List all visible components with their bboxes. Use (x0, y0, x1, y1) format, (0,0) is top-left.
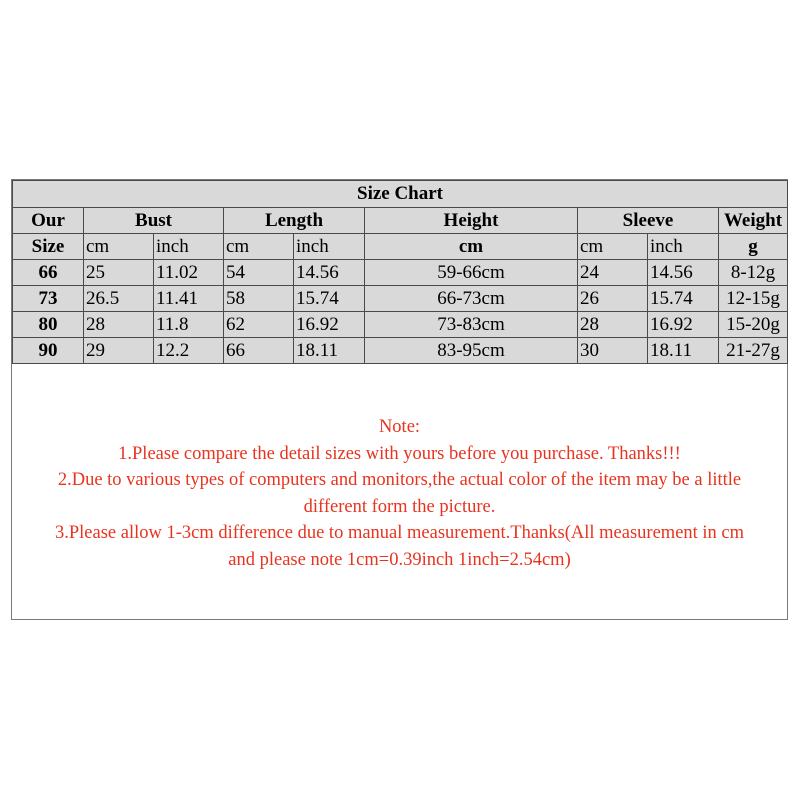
sleeve-inch-cell: 18.11 (648, 338, 719, 364)
height-header: Height (365, 208, 578, 234)
length-inch-cell: 18.11 (294, 338, 365, 364)
table-row (13, 312, 788, 338)
sleeve-cm-cell: 26 (578, 286, 648, 312)
length-cm-cell: 54 (224, 260, 294, 286)
table-row (13, 286, 788, 312)
height-cell: 59-66cm (365, 260, 578, 286)
sleeve-cm-cell: 30 (578, 338, 648, 364)
sleeve-inch-cell: 15.74 (648, 286, 719, 312)
length-cm-cell: 62 (224, 312, 294, 338)
sleeve-header: Sleeve (578, 208, 719, 234)
height-cell: 73-83cm (365, 312, 578, 338)
length-cm-unit: cm (224, 234, 294, 260)
length-inch-cell: 15.74 (294, 286, 365, 312)
length-header: Length (224, 208, 365, 234)
bust-header: Bust (84, 208, 224, 234)
size-cell: 73 (13, 286, 84, 312)
length-inch-cell: 16.92 (294, 312, 365, 338)
weight-cell: 8-12g (719, 260, 788, 286)
note-line: different form the picture. (303, 496, 496, 517)
unit-row (13, 234, 788, 260)
size-chart-frame (11, 179, 788, 620)
size-header-top: Our (13, 208, 84, 234)
bust-inch-cell: 11.41 (154, 286, 224, 312)
bust-inch-cell: 11.8 (154, 312, 224, 338)
bust-cm-cell: 26.5 (84, 286, 154, 312)
size-header-bottom: Size (13, 234, 84, 260)
bust-inch-unit: inch (154, 234, 224, 260)
sleeve-cm-unit: cm (578, 234, 648, 260)
length-inch-cell: 14.56 (294, 260, 365, 286)
bust-inch-cell: 12.2 (154, 338, 224, 364)
size-cell: 66 (13, 260, 84, 286)
table-title: Size Chart (13, 181, 788, 208)
sleeve-inch-cell: 14.56 (648, 260, 719, 286)
height-cell: 66-73cm (365, 286, 578, 312)
weight-cell: 12-15g (719, 286, 788, 312)
bust-cm-cell: 25 (84, 260, 154, 286)
bust-cm-cell: 29 (84, 338, 154, 364)
note-heading: Note: (378, 417, 421, 437)
title-row (13, 181, 788, 208)
bust-cm-unit: cm (84, 234, 154, 260)
note-line: 1.Please compare the detail sizes with yours before you purchase. Thanks!!! (118, 443, 681, 464)
bust-cm-cell: 28 (84, 312, 154, 338)
size-cell: 80 (13, 312, 84, 338)
table-row (13, 260, 788, 286)
weight-header: Weight (719, 208, 788, 234)
table-row (13, 338, 788, 364)
sleeve-inch-unit: inch (648, 234, 719, 260)
weight-unit: g (719, 234, 788, 260)
note-block (12, 414, 787, 573)
height-cell: 83-95cm (365, 338, 578, 364)
size-chart-table (12, 180, 788, 364)
header-row (13, 208, 788, 234)
length-cm-cell: 66 (224, 338, 294, 364)
sleeve-cm-cell: 28 (578, 312, 648, 338)
size-cell: 90 (13, 338, 84, 364)
note-line: 3.Please allow 1-3cm difference due to manual measurement.Thanks(All measurement in cm (54, 523, 745, 543)
sleeve-cm-cell: 24 (578, 260, 648, 286)
note-line: 2.Due to various types of computers and monitors,the actual color of the item may be a little (57, 470, 742, 490)
height-unit: cm (365, 234, 578, 260)
sleeve-inch-cell: 16.92 (648, 312, 719, 338)
bust-inch-cell: 11.02 (154, 260, 224, 286)
weight-cell: 15-20g (719, 312, 788, 338)
length-inch-unit: inch (294, 234, 365, 260)
note-line: and please note 1cm=0.39inch 1inch=2.54cm) (228, 549, 571, 570)
length-cm-cell: 58 (224, 286, 294, 312)
weight-cell: 21-27g (719, 338, 788, 364)
